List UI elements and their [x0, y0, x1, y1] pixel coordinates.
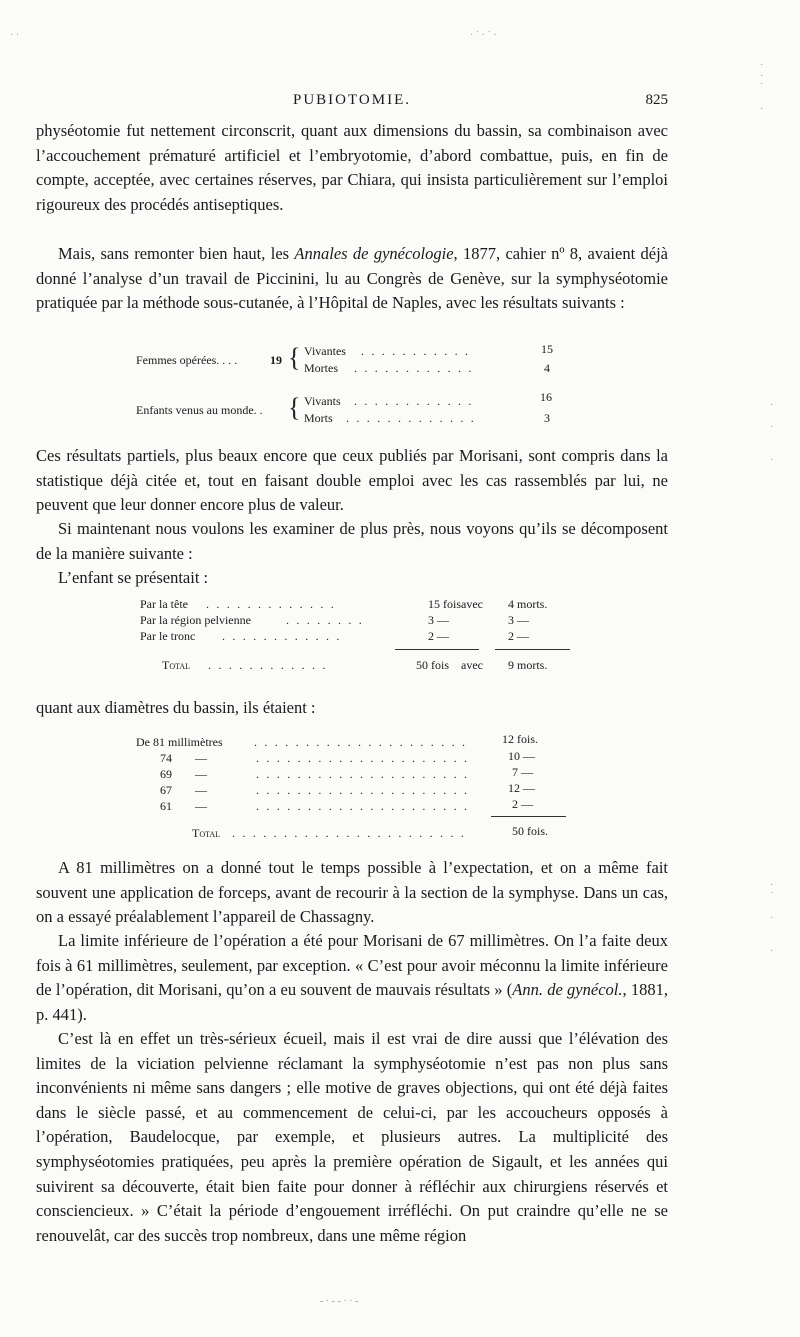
total-value: 50 fois. [512, 824, 548, 838]
total-with: avec [461, 658, 483, 672]
presentation-table [140, 596, 570, 676]
row-label: Femmes opérées. . . . [136, 353, 238, 367]
leader-dots: . . . . . . . . . . . . . [206, 597, 336, 611]
leader-dots: . . . . . . . . [286, 613, 364, 627]
sum-rule [395, 649, 479, 650]
row-deaths: 2 — [508, 629, 529, 643]
leader-dots: . . . . . . . . . . . . . . . . . . . . . [256, 751, 470, 765]
leader-dots: . . . . . . . . . . . . [354, 394, 474, 408]
brace-glyph: { [288, 343, 301, 372]
row-value: 12 — [508, 781, 535, 795]
page-number: 825 [645, 92, 668, 108]
leader-dots: . . . . . . . . . . . . [222, 629, 342, 643]
row-count: 15 fois [428, 597, 461, 611]
row-label: 61 — [160, 799, 207, 813]
leader-dots: . . . . . . . . . . . . . . . . . . . . . [254, 735, 468, 749]
paragraph [36, 929, 668, 1027]
paragraph: L’enfant se présentait : [58, 568, 209, 587]
leader-dots: . . . . . . . . . . . . [208, 658, 328, 672]
row-label: Par la tête [140, 597, 188, 611]
leader-dots: . . . . . . . . . . . . . [346, 411, 476, 425]
scan-specks: · · ˙ · [760, 60, 764, 115]
leader-dots: . . . . . . . . . . . . . . . . . . . . . . . [232, 826, 466, 840]
row-label: Enfants venus au monde. . [136, 403, 263, 417]
leader-dots: . . . . . . . . . . . . . . . . . . . . . [256, 783, 470, 797]
row-count: 3 — [428, 613, 449, 627]
text-run: , 1877, cahier nº 8, avaient déjà donné l’analyse d’un travail de Piccinini, lu au Congrès de Genève, sur la symphyséotomie pratiquée par la méthode sous-cutanée, à l’Hôpital de Naples, avec les résultats suivants : [36, 244, 668, 313]
scan-specks: · · [10, 30, 20, 41]
brace-glyph: { [288, 393, 301, 422]
total-count: 50 fois [416, 658, 449, 672]
results-table-children [136, 390, 556, 427]
subrow-label: Morts [304, 411, 333, 425]
scan-specks: · ˙ · ˙ · [470, 30, 497, 41]
sum-rule [495, 649, 570, 650]
leader-dots: . . . . . . . . . . . . [354, 361, 474, 375]
scan-specks: · ˙ · · [770, 880, 774, 957]
paragraph: quant aux diamètres du bassin, ils étaient : [36, 698, 316, 717]
row-total: 19 [270, 353, 282, 367]
total-label: Total [192, 826, 221, 840]
row-label: 74 — [160, 751, 207, 765]
scan-specks: · · · [770, 400, 774, 466]
subrow-value: 4 [544, 361, 550, 375]
row-label: Par le tronc [140, 629, 196, 643]
leader-dots: . . . . . . . . . . . . . . . . . . . . . [256, 767, 470, 781]
subrow-label: Vivantes [304, 344, 346, 358]
row-label: De 81 millimètres [136, 735, 223, 749]
paragraph: A 81 millimètres on a donné tout le temps possible à l’expectation, et on a même fait souvent une application de forceps, avant de recourir à la section de la symphyse. Dans un cas, on a essayé préalablement l’appareil de Chassagny. [36, 858, 668, 927]
subrow-value: 15 [541, 342, 553, 356]
subrow-value: 3 [544, 411, 550, 425]
row-deaths: 4 morts. [508, 597, 548, 611]
total-label: Total [162, 658, 191, 672]
results-table-women [136, 343, 556, 377]
page-header [36, 92, 668, 116]
subrow-value: 16 [540, 390, 552, 404]
sum-rule [491, 816, 566, 817]
running-title: PUBIOTOMIE. [293, 92, 411, 108]
paragraph [36, 242, 668, 316]
row-deaths: 3 — [508, 613, 529, 627]
row-value: 2 — [512, 797, 533, 811]
row-value: 10 — [508, 749, 535, 763]
scan-specks: - · - - · · - [320, 1296, 359, 1307]
paragraph: Si maintenant nous voulons les examiner de plus près, nous voyons qu’ils se décomposent de la manière suivante : [36, 519, 668, 563]
total-deaths: 9 morts. [508, 658, 548, 672]
text-run: La limite inférieure de l’opération a été pour Morisani de 67 millimètres. On l’a faite deux fois à 61 millimètres, seulement, par exception. « C’est pour avoir méconnu la limite inférieure de l’opération, dit Morisani, qu’on a eu souvent de mauvais résultats » ( [36, 931, 668, 1000]
text-run: Mais, sans remonter bien haut, les [58, 244, 295, 263]
paragraph: Ces résultats partiels, plus beaux encore que ceux publiés par Morisani, sont compris dans la statistique déjà citée et, tout en faisant double emploi avec les cas rassemblés par lui, ne peuvent que leur donner encore plus de valeur. [36, 446, 668, 515]
row-with: avec [461, 597, 483, 611]
row-label: 69 — [160, 767, 207, 781]
paragraph: physéotomie fut nettement circonscrit, quant aux dimensions du bassin, sa combinaison avec l’accouchement prématuré artificiel et l’embryotomie, d’abord combattue, puis, en fin de compte, acceptée, avec certaines réserves, par Chiara, qui insista particulièrement sur l’emploi rigoureux des procédés antiseptiques. [36, 121, 668, 214]
leader-dots: . . . . . . . . . . . [361, 344, 471, 358]
row-label: Par la région pelvienne [140, 613, 251, 627]
row-label: 67 — [160, 783, 207, 797]
paragraph: C’est là en effet un très-sérieux écueil, mais il est vrai de dire aussi que l’élévation des limites de la viciation pelvienne réclamant la symphyséotomie n’est pas non plus sans inconvénients ni même sans dangers ; elle motive de graves objections, qui ont été déjà faites dans le siècle passé, et au commencement de celui-ci, par les accoucheurs opposés à l’opération, Baudelocque, par exemple, et plusieurs autres. La multiplicité des symphyséotomies pratiquées, peu après la première opération de Sigault, et les années qui suivirent sa découverte, était bien faite pour donner à réfléchir aux chirurgiens réservés et consciencieux. » C’était la période d’engouement irréfléchi. On put craindre qu’elle ne se renouvelât, car des succès trop nombreux, dans une même région [36, 1029, 668, 1245]
subrow-label: Vivants [304, 394, 341, 408]
diameter-table [136, 734, 566, 844]
row-value: 12 fois. [502, 732, 538, 746]
text-run: , 1881, p. 441). [36, 980, 668, 1024]
row-count: 2 — [428, 629, 449, 643]
row-value: 7 — [512, 765, 533, 779]
subrow-label: Mortes [304, 361, 338, 375]
leader-dots: . . . . . . . . . . . . . . . . . . . . . [256, 799, 470, 813]
journal-title: Ann. de gynécol. [512, 980, 623, 1000]
journal-title: Annales de gynécologie [294, 244, 454, 263]
